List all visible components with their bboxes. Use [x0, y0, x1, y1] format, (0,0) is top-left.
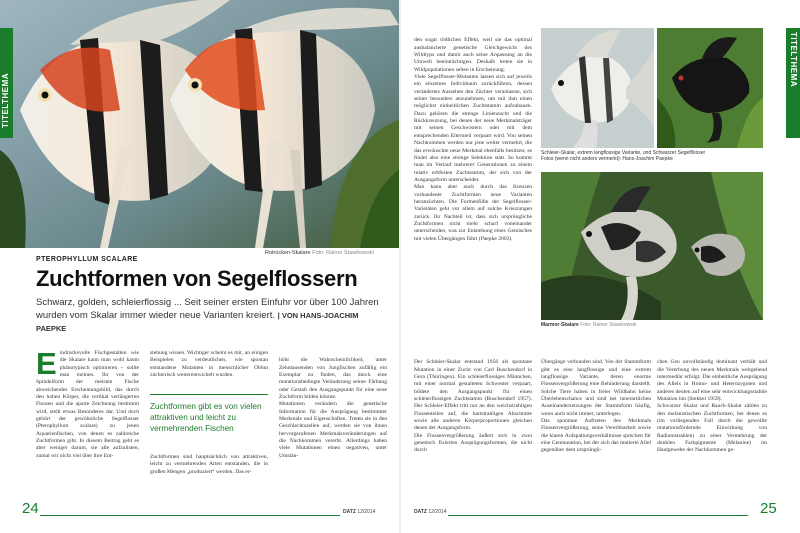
footer-rule-right	[448, 515, 748, 516]
caption-top-credit: Fotos (wenn nicht anders vermerkt): Hans-Joachim Paepke	[541, 156, 673, 162]
pull-quote-rule	[150, 394, 268, 395]
left-column-1-text: indrucksvolle Fischgestalten wie die Skalare kann man wohl kaum phänotypisch optimieren – sollte man meinen. Ihr von der Spindelform der meisten Fische abweichendes Erscheinungsbild, das durch den hohen Körper, die vertikal verlängerten Flossen und die aparte Zeichnung bestimmt wird, stellt etwas Besonderes dar. Und doch gehört der gewöhnliche Segelflosser (Pterophyllum scalare) zu jenen Aquarienfischen, von denen es zahlreiche Zuchtformen gibt. In diesem Beitrag geht es aber weniger darum, sie alle aufzulisten, zumal wir nicht viel über ihre Ent-	[36, 350, 139, 459]
right-column-3-text: Übergänge verbunden sind. Von der Stammform gibt es eine langflossige und eine extrem langflossige Variante, deren enorme Flossenvergrößerung eine Behinderung darstellt. Solche Tiere haben in freier Wildbahn keine Überlebenschance und sind bei innerartlichen Auseinandersetzungen der Stammform häufig, wenn auch nicht immer, unterlegen. Das spontane Auftreten des Merkmals Flossenvergrößerung, seine Vererbbarkeit sowie die klaren Aufspaltungsverhältnisse sprechen für eine Genmutation, bei der sich das mutierte Allel gegenüber dem ursprüngli-	[541, 359, 651, 454]
headline: Zuchtformen von Segelflossern	[36, 266, 358, 291]
photo-black-angelfish	[657, 28, 763, 148]
photo-marble-angelfish	[541, 172, 763, 320]
hero-caption-credit: Foto: Rainer Stawikowski	[312, 250, 374, 256]
kicker: PTEROPHYLLUM SCALARE	[36, 256, 138, 263]
hero-photo-angelfish	[0, 0, 399, 248]
left-column-2-bottom-text: Zuchtformen sind hauptsächlich von attraktiven, leicht zu vermehrenden Arten entstanden, die in großen Mengen „produziert“ werden. Das er-	[150, 454, 268, 475]
hero-caption	[265, 250, 374, 256]
caption-bottom-credit: Foto: Rainer Stawikowski	[580, 322, 637, 328]
section-tab-label-right: TITELTHEMA	[789, 32, 798, 88]
right-column-4	[657, 352, 767, 500]
byline: | VON HANS-JOACHIM PAEPKE	[36, 311, 359, 333]
page-number-left: 24	[22, 500, 39, 517]
veil-angelfish-illustration	[541, 28, 654, 148]
hero-caption-text: Rotrücken-Skalare	[265, 250, 311, 256]
caption-bottom-text: Marmor-Skalare	[541, 322, 579, 328]
angelfish-illustration	[0, 0, 399, 248]
dropcap: E	[36, 350, 57, 381]
footer-left	[343, 509, 375, 515]
footer-issue-right: 12/2014	[428, 509, 447, 515]
left-column-3	[279, 350, 387, 500]
right-column-4-text: chen Gen unvollständig dominant verhält und die Vererbung des neuen Merkmals weitgehend intermediär erfolgt. Die einheitliche Ausprägung des Allels in Homo- und Heterozygoten und anderes deuten auf eine sehr entwicklungsstabile Mutation hin (Stekkel 1959). Schwarzer Skalar und Rauch-Skalar zählen zu den melanistischen Zuchtformen, bei denen es (im vorliegenden Fall durch die gewollte mutationsfördernde Einwirkung von Radiumstrahlen) zu einer Vermehrung der dunklen Farbpigmente (Melanine) im Hautgewebe der Nachkommen ge-	[657, 359, 767, 454]
footer-issue-left: 12/2014	[357, 509, 376, 515]
left-column-1	[36, 350, 139, 500]
pull-quote: Zuchtformen gibt es von vielen attraktiven und leicht zu vermehrenden Fischen	[150, 402, 262, 433]
caption-bottom	[541, 322, 636, 328]
footer-brand-left: DATZ	[343, 509, 356, 515]
marble-angelfish-illustration	[541, 172, 763, 320]
page-number-right: 25	[760, 500, 777, 517]
left-column-2-top-text: stehung wissen. Wichtiger scheint es mir, an einigen Beispielen zu verdeutlichen, wie spontan entstandene Mutanten in menschlicher Obhut züchterisch weiterentwickelt wurden.	[150, 350, 268, 379]
spread-gutter	[399, 0, 401, 533]
deck-text: Schwarz, golden, schleierflossig ... Seit seiner ersten Einfuhr vor über 100 Jahren wurden vom Skalar immer wieder neue Varianten kreiert.	[36, 297, 379, 321]
section-tab-left	[0, 28, 13, 138]
section-tab-label: TITELTHEMA	[1, 72, 10, 128]
footer-brand-right: DATZ	[414, 509, 427, 515]
left-column-3-text: höht die Wahrscheinlichkeit, unter Zehntausenden von Jungfischen zufällig ein Exemplar zu finden, das durch eine mutationsbedingte Veränderung seiner Färbung oder Gestalt den Ausgangspunkt für eine neue Zuchtform bilden könnte. Mutationen verändern die genetische Information für die Ausprägung bestimmter Merkmale und Eigenschaften. Treten sie in den Geschlechtszellen auf, werden sie von ihnen hervorgerufenen Merkmalsveränderungen auf die Nachkommen vererbt. Allerdings haben viele Mutationen einen negativen, unter Umstän-	[279, 357, 387, 459]
black-angelfish-illustration	[657, 28, 763, 148]
right-column-1-text: den sogar tödlichen Effekt, weil sie das optimal ausbalancierte genetische Gleichgewicht des Wildtyps und damit auch seine Anpassung an die Umwelt beeinträchtigen. Deshalb treten sie in Wildpopulationen selten in Erscheinung. Viele Segelflosser-Mutanten lassen sich auf jeweils ein einzelnes Individuum zurückführen, dessen verändertes Aussehen den Züchter veranlasste, sich seiner besonders anzunehmen, um mit ihm einen möglichst einheitlichen Zuchtstamm aufzubauen. Dazu gehören die strenge Linienzucht und die Rückkreuzung, bei denen der neue Merkmalsträger mit seinen Geschwistern oder mit dem entsprechenden Elternteil verpaart wird. Von seinen Nachkommen werden nur jene weiter vermehrt, die das erwünschte neue Merkmal ebenfalls besitzen; es findet also eine strenge Selektion statt. So kommt man im Verlauf mehrerer Generationen zu einem relativ erbfesten Zuchtstamm, der sich von der Ausgangsform unterscheidet. Man kann aber auch durch das Kreuzen vorhandener Zuchtformen neue Varianten heranzüchten. Die Formenfülle der Segelflosser-Varietäten geht vor allem auf solche Kreuzungen zurück. Ihr Nachteil ist, dass sich ursprüngliche Zuchtformen nicht mehr scharf voneinander unterscheiden, was zur Entstehung eines Gemisches mit vielen Übergängen führt (Paepke 2003).	[414, 37, 532, 242]
left-column-2-top	[150, 350, 268, 390]
right-column-1	[414, 30, 532, 352]
footer-rule-left	[40, 515, 340, 516]
photo-veil-angelfish	[541, 28, 654, 148]
deck	[36, 296, 386, 335]
right-column-2-text: Der Schleier-Skalar entstand 1956 als spontane Mutation in einer Zucht von Carl Buschendorf in Gera (Thüringen). Ein schleierflossiges Männchen, mit einer normal gestalteten Schwester verpaart, bildete den Ausgangspunkt für einen schleierflossigen Zuchtstamm (Buschendorf 1957). Der Schleier-Effekt tritt nur an den weichstrahligen Flossenteilen auf, die hartstrahligen Abschnitte sowie alle anderen Körperproportionen gleichen denen der Ausgangsform. Die Flossenvergrößerung äußert sich in zwei genetisch fixierten Ausprägungsformen, die nicht durch	[414, 359, 532, 454]
right-column-3	[541, 352, 651, 500]
left-column-2-bottom	[150, 454, 268, 500]
right-column-2	[414, 352, 532, 500]
footer-right	[414, 509, 446, 515]
section-tab-right	[786, 28, 800, 138]
caption-top: Schleier-Skalar, extrem langflossige Variante, und Schwarzer Segelflosser	[541, 150, 706, 156]
